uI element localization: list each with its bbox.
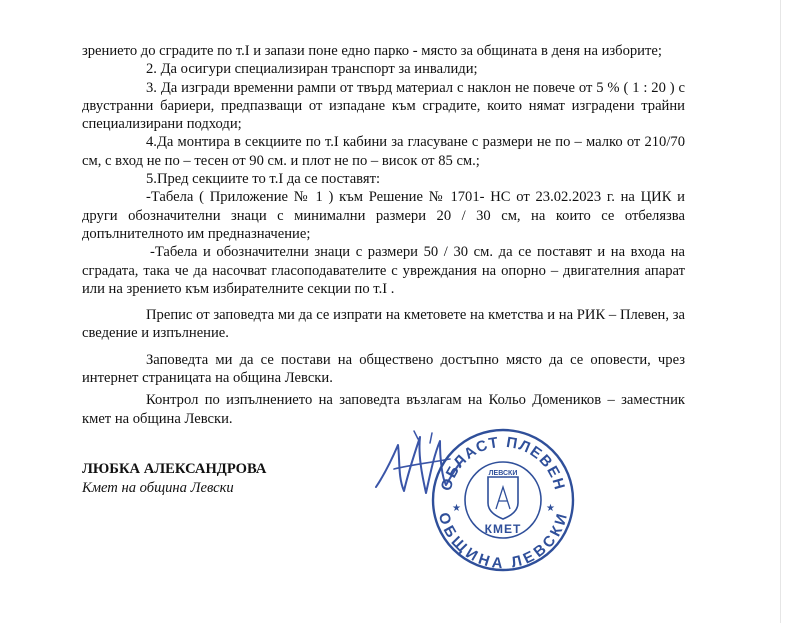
paragraph-item-5: 5.Пред секциите то т.I да се поставят: xyxy=(146,171,381,188)
paragraph-item-2: 2. Да осигури специализиран транспорт за инвалиди; xyxy=(146,61,478,78)
signatory-title: Кмет на община Левски xyxy=(82,480,234,496)
document-body xyxy=(82,42,685,428)
official-stamp xyxy=(428,425,578,575)
stamp-center-text: КМЕТ xyxy=(484,522,522,536)
page-edge-line xyxy=(780,0,781,623)
stamp-crest-text: ЛЕВСКИ xyxy=(488,470,518,477)
stamp-star-right-icon: ★ xyxy=(546,503,555,514)
paragraph-item-3: 3. Да изгради временни рампи от твърд материал с наклон не повече от 5 % ( 1 : 20 ) с двустранни бариери, предпазващи от изпадане към сградите, които нямат изградени трайни специализирани подходи; xyxy=(82,79,685,133)
crest-shield-icon xyxy=(488,477,518,519)
paragraph-publication: Заповедта ми да се постави на обществено достъпно място да се оповести, чрез интернет страницата на община Левски. xyxy=(82,351,685,387)
paragraph-item-4: 4.Да монтира в секциите по т.I кабини за гласуване с размери не по – малко от 210/70 см, с вход не по – тесен от 90 см. и плот не по – висок от 85 см.; xyxy=(82,134,685,169)
stamp-top-text: ОБЛАСТ ПЛЕВЕН xyxy=(437,433,569,493)
paragraph-accessibility: зрението до сградите по т.I и запази поне едно парко - място за общината в деня на изборите; xyxy=(82,43,662,59)
paragraph-control: Контрол по изпълнението на заповедта възлагам на Кольо Домеников – заместник кмет на община Левски. xyxy=(82,392,685,427)
paragraph-entrance-signs: -Табела и обозначителни знаци с размери 50 / 30 см. да се поставят и на входа на сградата, така че да насочват гласоподавателите с увреждания на опорно – двигателния апарат или на зрението към избирателните секции по т.I . xyxy=(82,244,685,297)
signatory-block xyxy=(82,460,266,498)
paragraph-sign-requirements: -Табела ( Приложение № 1 ) към Решение № 1701- НС от 23.02.2023 г. на ЦИК и други обозначителни знаци с минимални размери 20 / 30 см, на които се отбелязва допълнителното им предназначение; xyxy=(82,189,685,242)
stamp-bottom-text: ОБЩИНА ЛЕВСКИ xyxy=(434,510,572,573)
stamp-star-left-icon: ★ xyxy=(452,503,461,514)
paragraph-copy-distribution: Препис от заповедта ми да се изпрати на кметовете на кметства и на РИК – Плевен, за сведение и изпълнение. xyxy=(82,307,685,342)
signatory-name: ЛЮБКА АЛЕКСАНДРОВА xyxy=(82,461,267,477)
